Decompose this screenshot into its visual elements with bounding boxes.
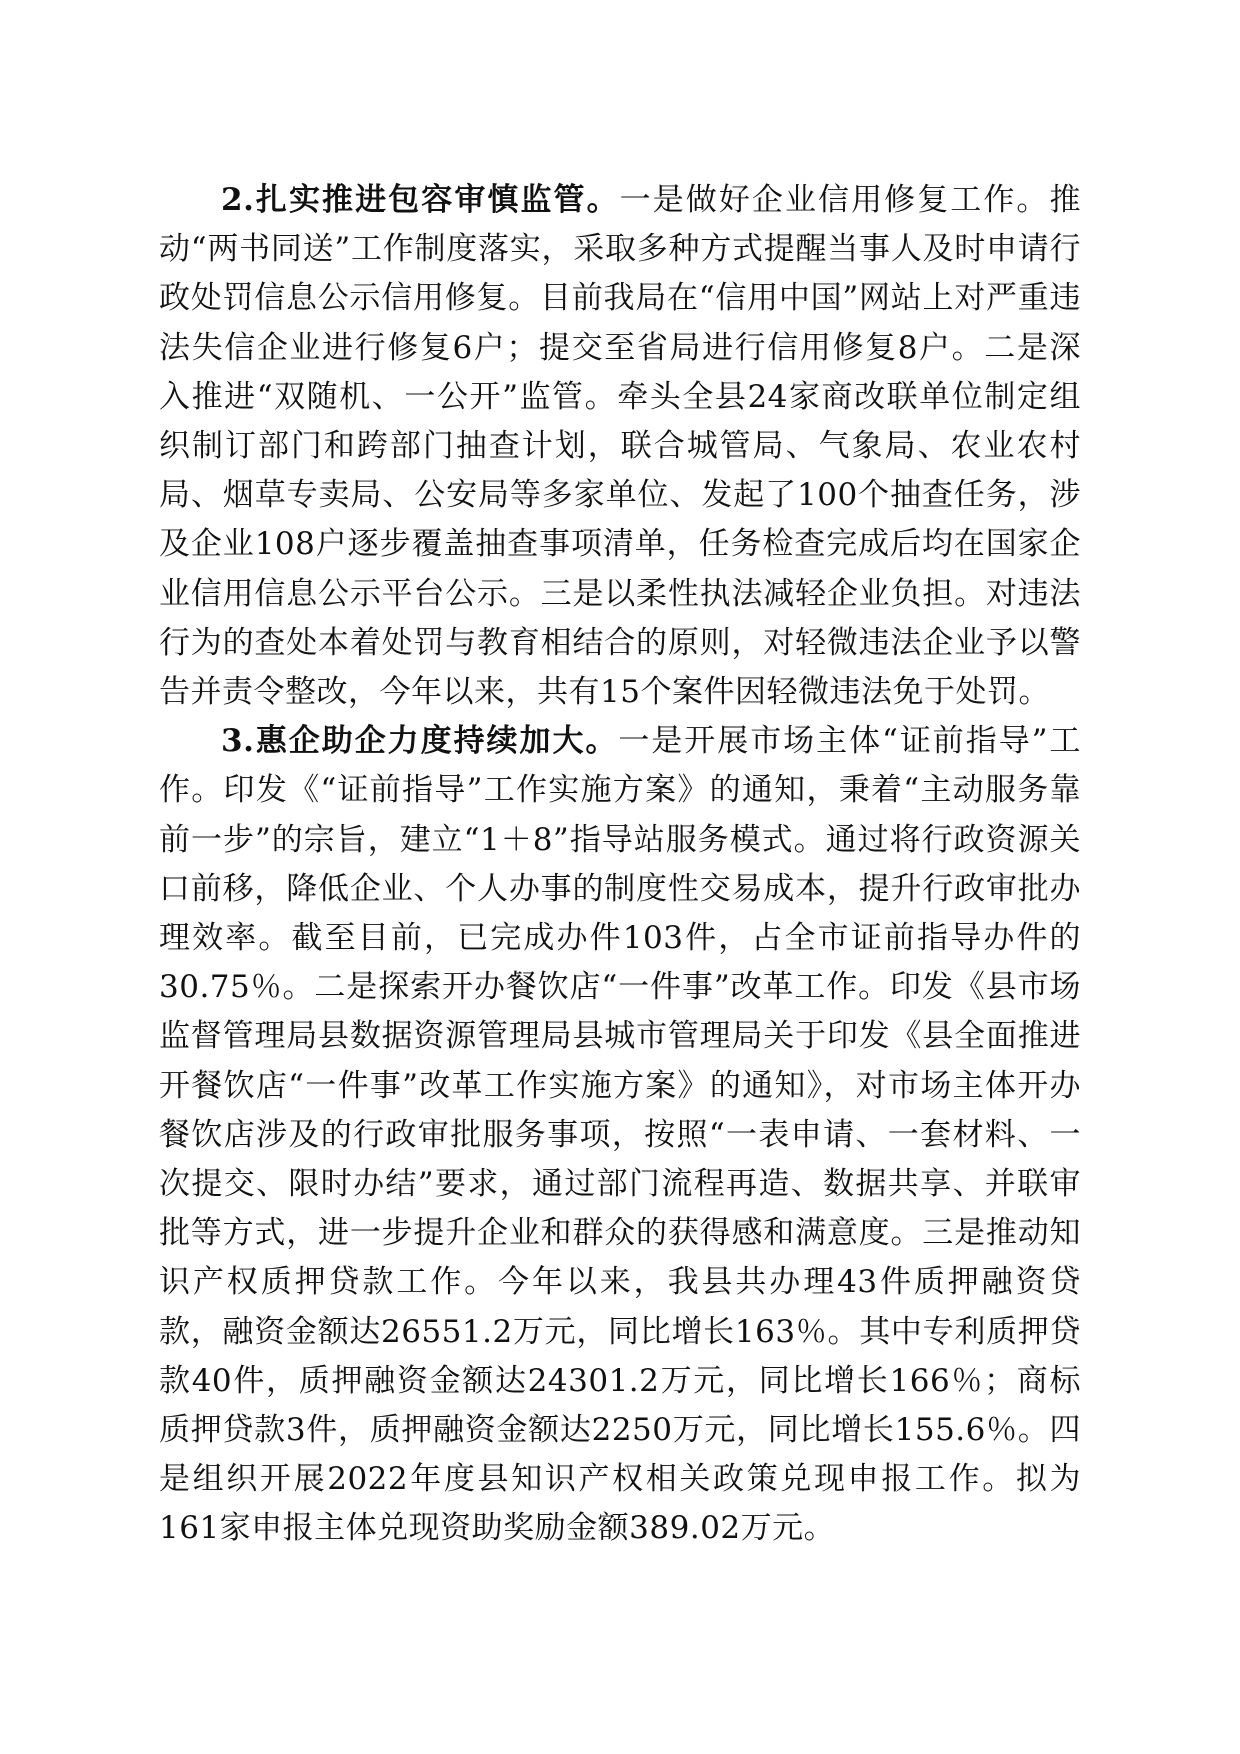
paragraph-heading: 2.扎实推进包容审慎监管。: [221, 182, 620, 218]
paragraph-enterprise-support: [159, 717, 1081, 1553]
paragraph-regulation: [159, 176, 1081, 717]
paragraph-body: 一是做好企业信用修复工作。推动“两书同送”工作制度落实，采取多种方式提醒当事人及时申请行政处罚信息公示信用修复。目前我局在“信用中国”网站上对严重违法失信企业进行修复6户；提交至省局进行信用修复8户。二是深入推进“双随机、一公开”监管。牵头全县24家商改联单位制定组织制订部门和跨部门抽查计划，联合城管局、气象局、农业农村局、烟草专卖局、公安局等多家单位、发起了100个抽查任务，涉及企业108户逐步覆盖抽查事项清单，任务检查完成后均在国家企业信用信息公示平台公示。三是以柔性执法减轻企业负担。对违法行为的查处本着处罚与教育相结合的原则，对轻微违法企业予以警告并责令整改，今年以来，共有15个案件因轻微违法免于处罚。: [159, 182, 1081, 711]
paragraph-body: 一是开展市场主体“证前指导”工作。印发《“证前指导”工作实施方案》的通知，秉着“主动服务靠前一步”的宗旨，建立“1＋8”指导站服务模式。通过将行政资源关口前移，降低企业、个人办事的制度性交易成本，提升行政审批办理效率。截至目前，已完成办件103件，占全市证前指导办件的30.75％。二是探索开办餐饮店“一件事”改革工作。印发《县市场监督管理局县数据资源管理局县城市管理局关于印发《县全面推进开餐饮店“一件事”改革工作实施方案》的通知》，对市场主体开办餐饮店涉及的行政审批服务事项，按照“一表申请、一套材料、一次提交、限时办结”要求，通过部门流程再造、数据共享、并联审批等方式，进一步提升企业和群众的获得感和满意度。三是推动知识产权质押贷款工作。今年以来，我县共办理43件质押融资贷款，融资金额达26551.2万元，同比增长163％。其中专利质押贷款40件，质押融资金额达24301.2万元，同比增长166％；商标质押贷款3件，质押融资金额达2250万元，同比增长155.6％。四是组织开展2022年度县知识产权相关政策兑现申报工作。拟为161家申报主体兑现资助奖励金额389.02万元。: [159, 723, 1081, 1547]
paragraph-heading: 3.惠企助企力度持续加大。: [221, 723, 619, 760]
document-page: [159, 176, 1081, 1554]
